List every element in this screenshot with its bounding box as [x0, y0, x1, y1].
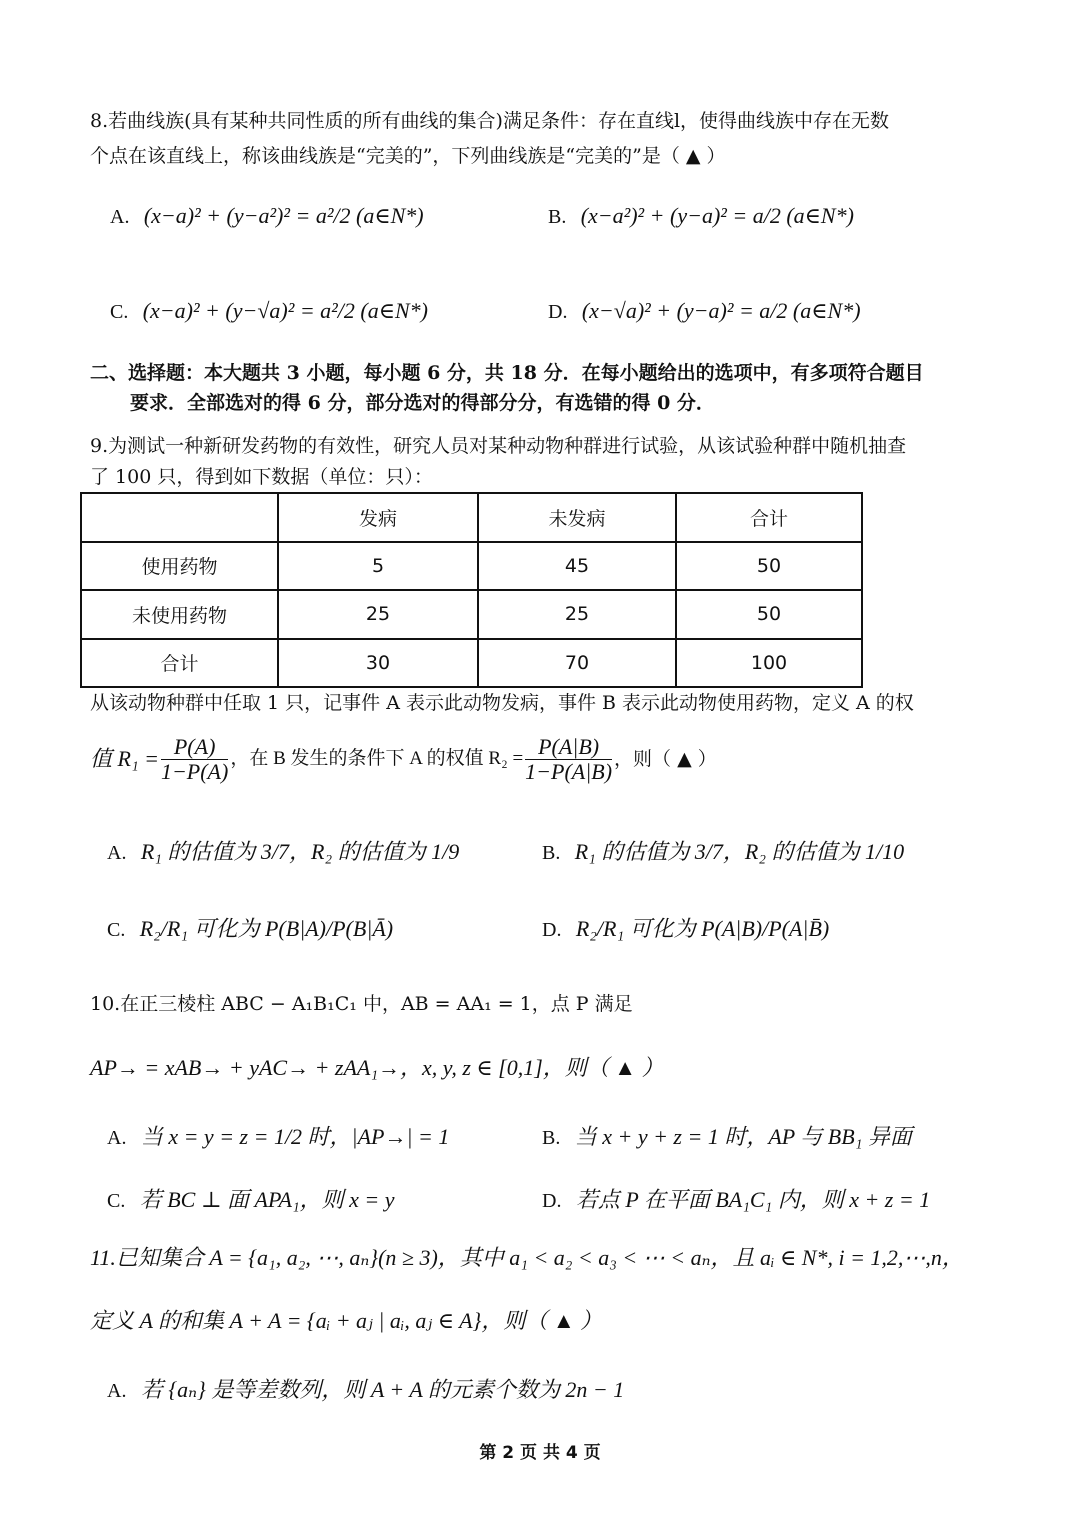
table-row: [81, 639, 862, 688]
q9-r2-numerator: P(A|B): [525, 735, 612, 760]
q9-option-d-text: R₂/R₁ 可化为 P(A|B)/P(A|B̄): [575, 916, 830, 941]
q9-option-b: [542, 835, 904, 866]
table-header-cell: 发病: [278, 493, 478, 542]
q11-option-a-label: A.: [107, 1380, 127, 1402]
q8-line-2: 个点在该直线上，称该曲线族是“完美的”，下列曲线族是“完美的”是（ ▲ ）: [90, 145, 726, 167]
q9-option-b-text: R₁ 的估值为 3/7，R₂ 的估值为 1/10: [574, 839, 905, 864]
q9-r2-prefix: ，在 B 发生的条件下 A 的权值 R₂ =: [230, 748, 524, 770]
q9-option-d: [542, 912, 829, 943]
q9-r2-fraction: [525, 735, 612, 784]
table-cell: 使用药物: [81, 542, 278, 591]
section2-line-1: 二、选择题：本大题共 3 小题，每小题 6 分，共 18 分．在每小题给出的选项中，有多项符合题目: [90, 362, 924, 384]
q8-option-d-text: (x−√a)² + (y−a)² = a/2 (a∈N*): [581, 298, 861, 323]
table-cell: 100: [676, 639, 862, 688]
q9-option-d-label: D.: [542, 919, 562, 941]
q10-option-c: [107, 1183, 395, 1214]
q9-line-4: [90, 735, 717, 784]
table-row: [81, 590, 862, 639]
q8-option-d: [548, 298, 861, 324]
q10-option-d-label: D.: [542, 1190, 562, 1212]
table-cell: 30: [278, 639, 478, 688]
q9-option-c-label: C.: [107, 919, 126, 941]
table-cell: 5: [278, 542, 478, 591]
table-cell: 未使用药物: [81, 590, 278, 639]
q10-option-d: [542, 1183, 930, 1214]
q10-option-d-text: 若点 P 在平面 BA₁C₁ 内，则 x + z = 1: [575, 1187, 931, 1212]
table-header-cell: 合计: [676, 493, 862, 542]
q10-option-c-text: 若 BC ⊥ 面 APA₁，则 x = y: [139, 1187, 395, 1212]
q9-r1-numerator: P(A): [161, 735, 228, 760]
q11-option-a-text: 若 {aₙ} 是等差数列，则 A + A 的元素个数为 2n − 1: [140, 1377, 625, 1402]
q8-option-c-label: C.: [110, 301, 129, 323]
q10-line-2: AP→ = xAB→ + yAC→ + zAA₁→，x, y, z ∈ [0,1]，则（ ▲ ）: [90, 1055, 664, 1080]
q8-option-d-label: D.: [548, 301, 568, 323]
q9-line-3: 从该动物种群中任取 1 只，记事件 A 表示此动物发病，事件 B 表示此动物使用药物，定义 A 的权: [90, 692, 914, 714]
q9-option-a: [107, 835, 459, 866]
q9-r1-denominator: 1−P(A): [160, 759, 229, 785]
q9-data-table: [80, 492, 863, 688]
table-cell: 70: [478, 639, 676, 688]
q9-line-2: 了 100 只，得到如下数据（单位：只）：: [90, 466, 433, 488]
q9-option-a-text: R₁ 的估值为 3/7，R₂ 的估值为 1/9: [140, 839, 460, 864]
q11-line-1: 11.已知集合 A = {a₁, a₂, ⋯, aₙ}(n ≥ 3)，其中 a₁ < a₂ < a₃ < ⋯ < aₙ，且 aᵢ ∈ N*, i = 1,2,⋯,n，: [90, 1245, 964, 1270]
q9-line-4-end: ，则（ ▲ ）: [614, 748, 717, 771]
q10-option-b: [542, 1120, 912, 1151]
q10-option-a-label: A.: [107, 1127, 127, 1149]
q8-option-c: [110, 298, 428, 324]
q10-option-a-text: 当 x = y = z = 1/2 时，|AP→| = 1: [140, 1124, 450, 1149]
table-cell: 25: [478, 590, 676, 639]
q8-option-b: [548, 203, 854, 229]
q8-option-c-text: (x−a)² + (y−√a)² = a²/2 (a∈N*): [142, 298, 429, 323]
q8-option-b-label: B.: [548, 206, 567, 228]
q11-line-2: 定义 A 的和集 A + A = {aᵢ + aⱼ | aᵢ, aⱼ ∈ A}，则（ ▲ ）: [90, 1308, 603, 1333]
q9-line-1: 9.为测试一种新研发药物的有效性，研究人员对某种动物种群进行试验，从该试验种群中随机抽查: [90, 435, 907, 457]
table-header-row: [81, 493, 862, 542]
q8-option-a-text: (x−a)² + (y−a²)² = a²/2 (a∈N*): [143, 203, 424, 228]
section2-line-2: 要求．全部选对的得 6 分，部分选对的得部分分，有选错的得 0 分．: [130, 392, 715, 414]
table-cell: 45: [478, 542, 676, 591]
table-cell: 合计: [81, 639, 278, 688]
table-header-cell: [81, 493, 278, 542]
q11-option-a: [107, 1373, 624, 1404]
q9-option-a-label: A.: [107, 842, 127, 864]
q8-option-b-text: (x−a²)² + (y−a)² = a/2 (a∈N*): [580, 203, 854, 228]
q8-option-a: [110, 203, 424, 229]
q10-option-a: [107, 1120, 449, 1151]
q10-line-1: 10.在正三棱柱 ABC − A₁B₁C₁ 中，AB = AA₁ = 1，点 P 满足: [90, 993, 633, 1015]
table-row: [81, 542, 862, 591]
q10-option-b-text: 当 x + y + z = 1 时，AP 与 BB₁ 异面: [574, 1124, 912, 1149]
q10-option-b-label: B.: [542, 1127, 561, 1149]
q8-option-a-label: A.: [110, 206, 130, 228]
q9-r1-fraction: [161, 735, 228, 784]
q9-option-c-text: R₂/R₁ 可化为 P(B|A)/P(B|Ā): [139, 916, 394, 941]
table-cell: 50: [676, 590, 862, 639]
page-footer: 第 2 页 共 4 页: [479, 1443, 601, 1463]
table-cell: 25: [278, 590, 478, 639]
q9-r2-denominator: 1−P(A|B): [525, 759, 613, 785]
table-cell: 50: [676, 542, 862, 591]
q10-option-c-label: C.: [107, 1190, 126, 1212]
q9-r1-prefix: 值 R₁ =: [90, 746, 159, 772]
q9-option-b-label: B.: [542, 842, 561, 864]
q8-line-1: 8.若曲线族(具有某种共同性质的所有曲线的集合)满足条件：存在直线l，使得曲线族中存在无数: [90, 110, 890, 132]
q9-option-c: [107, 912, 393, 943]
table-header-cell: 未发病: [478, 493, 676, 542]
